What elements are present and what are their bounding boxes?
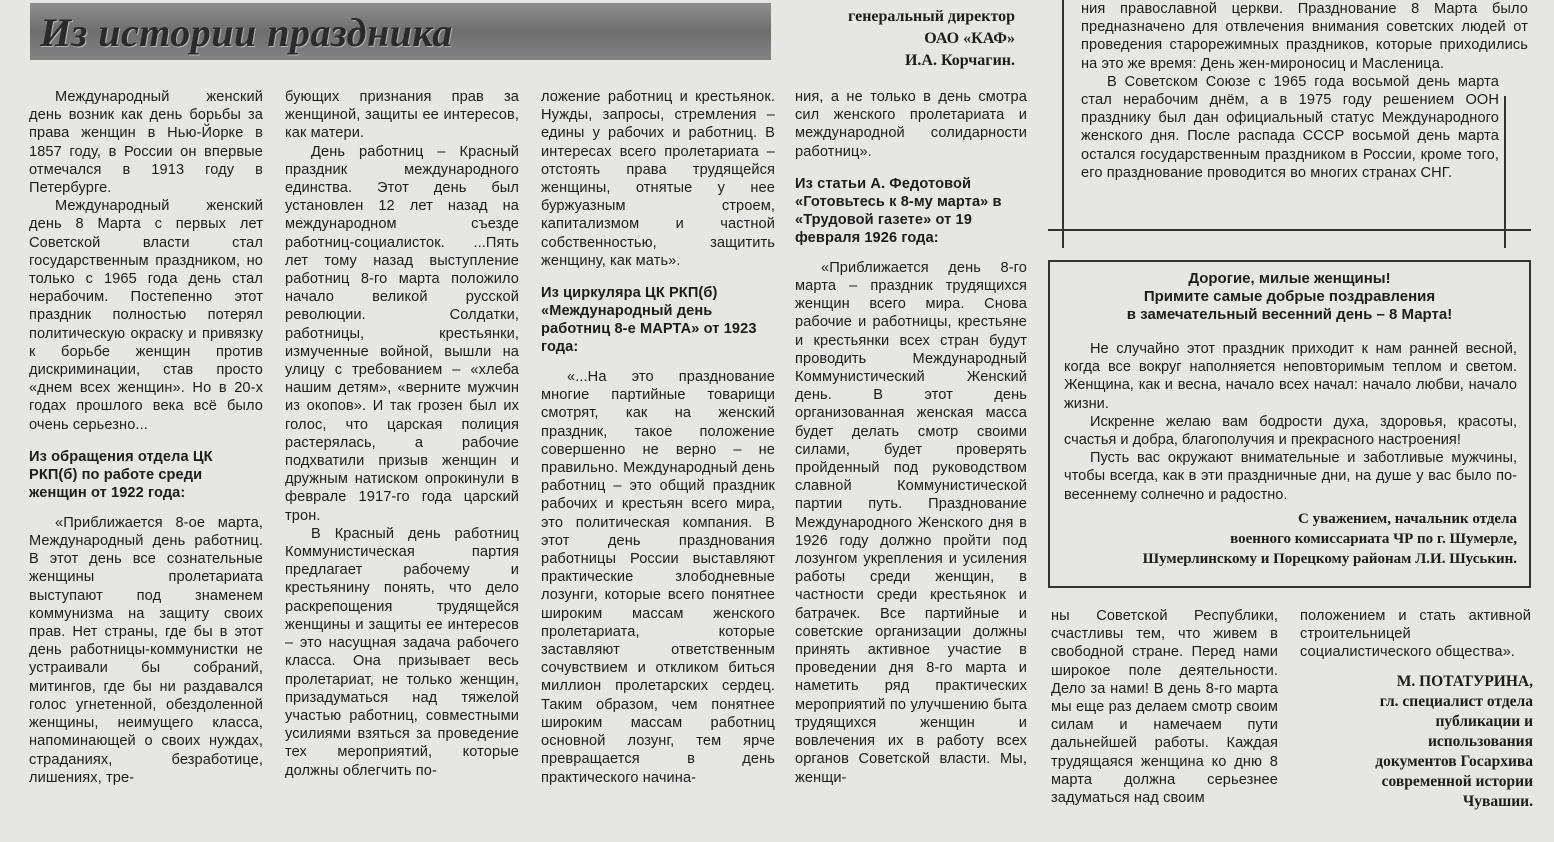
quote-paragraph: «Приближается 8-ое марта, Международный день работниц. В этот день все сознательные женщины пролетариата выступают под знаменем коммунизма на защиту своих прав. Нет страны, где бы в этот день работницы-коммунистки не устраивали бы собраний, митингов, где бы ни раздавался голос угнетенной, обездоленной женщины, неимущего класса, напоминающей о своих нуждах, страданиях, безработице, лишениях, тре- — [29, 514, 263, 786]
article-column-2 — [285, 88, 519, 780]
author-title-line: публикации и — [1435, 713, 1533, 730]
greeting-line: Дорогие, милые женщины! — [1188, 270, 1391, 287]
paragraph: ложение работниц и крестьянок. Нужды, запросы, стремления – едины у рабочих и работниц. В интересах всего пролетариата – отстоять права трудящейся женщины, отнятые у нее буржуазным строем, капитализмом и частной собственностью, защитить женщину, как мать». — [541, 89, 775, 269]
author-credit — [1300, 672, 1533, 812]
paragraph: Международный женский день 8 Марта с первых лет Советской власти стал государственным праздником, но только с 1965 года день стал нерабочим. Постепенно этот праздник полностью потерял политическую окраску и привязку к борьбе женщин против дискриминации, став просто «днем всех женщин». Но в 20-х годах прошлого века всё было очень серьезно... — [29, 198, 263, 433]
quote-paragraph: «...На это празднование многие партийные товарищи смотрят, как на женский праздник, такое положение совершенно не верно – не правильно. Международный день работниц – это общий праздник рабочих и крестьян всего мира, это политическая компания. В этот день празднования работницы России выставляют практические злободневные лозунги, которые всего понятнее широким массам женского пролетариата, которые заставляют ответственным сочувствием и откликом биться миллион пролетарских сердец. Таким образом, чем понятнее широким массам работниц основной лозунг, тем ярче превращается в день практического начина- — [541, 369, 775, 786]
paragraph: Пусть вас окружают внимательные и заботливые мужчины, чтобы всегда, как в эти праздничные дни, на душе у вас было по-весеннему солнечно и радостно. — [1064, 450, 1517, 503]
author-title-line: Чувашии. — [1462, 793, 1533, 810]
signature-line: Шумерлинскому и Порецкому районам Л.И. Шуськин. — [1142, 550, 1517, 567]
paragraph: положением и стать активной строительницей социалистического общества». — [1300, 608, 1531, 661]
signature-line: И.А. Корчагин. — [904, 52, 1015, 69]
author-name: М. ПОТАТУРИНА, — [1396, 673, 1533, 690]
frame-line-left — [1062, 0, 1064, 248]
section-header-band — [30, 3, 771, 60]
article-column-5 — [1051, 607, 1278, 807]
article-column-3 — [541, 88, 775, 787]
quote-paragraph: «Приближается день 8-го марта – праздник трудящихся женщин всего мира. Снова рабочие и работницы, крестьяне и крестьянки всех стран будут проводить Международный Коммунистический Женский день. В этот день организованная женская масса будет делать смотр своими силами, будет проверять пройденный под руководством славной Коммунистической партии путь. Празднование Международного Женского дня в 1926 году должно пройти под лозунгом укрепления и усиления работы среди женщин, в частности среди крестьянок и батрачек. Все партийные и советские организации должны принять активное участие в проведении дня 8-го марта и наметить ряд практических мероприятий по улучшению быта трудящихся женщин и вовлечения их в работу всех органов Советской власти. Мы, женщи- — [795, 259, 1027, 786]
signature-line: военного комиссариата ЧР по г. Шумерле, — [1230, 530, 1517, 547]
article-column-6 — [1300, 607, 1531, 662]
paragraph: В Красный день работниц Коммунистическая партия предлагает рабочему и крестьянину понять, что дело раскрепощения трудящейся женщины и защиты ее интересов – это насущная задача рабочего класса. Она призывает весь пролетариат, не только женщин, призадуматься над тяжелой участью работниц, совместными усилиями взяться за проведение тех мероприятий, которые должны облегчить по- — [285, 525, 519, 779]
greeting-signature — [1050, 509, 1529, 569]
signature-line: ОАО «КАФ» — [924, 30, 1015, 47]
signature-line: С уважением, начальник отдела — [1298, 510, 1517, 527]
signature-line: генеральный директор — [848, 8, 1015, 25]
paragraph: Не случайно этот праздник приходит к нам ранней весной, когда все вокруг наполняется неповторимым теплом и светом. Женщина, как и весна, начало всех начал: начало любви, начало жизни. — [1064, 341, 1517, 412]
section-title: Из истории праздника — [40, 10, 453, 55]
author-title-line: современной истории — [1381, 773, 1533, 790]
paragraph: Международный женский день возник как день борьбы за права женщин в Нью-Йорке в 1857 году, в России он впервые отмечался в 1913 году в Петербурге. — [29, 89, 263, 197]
greeting-heading — [1050, 270, 1529, 324]
greeting-body — [1050, 340, 1529, 504]
paragraph: В Советском Союзе с 1965 года восьмой день марта стал нерабочим днём, а в 1975 году решением ООН празднику был дан официальный статус Международного женского дня. После распада СССР восьмой день марта остался государственным праздником в России, кроме того, его празднование проводится во многих странах СНГ. — [1081, 73, 1499, 181]
top-signature — [800, 6, 1015, 72]
paragraph: День работниц – Красный праздник международного единства. Этот день был установлен 12 лет назад на международном съезде работниц-социалисток. ...Пять лет тому назад выступление работниц 8-го марта положило начало великой русской революции. Солдатки, работницы, крестьянки, измученные войной, вышли на улицу с требованием – «хлеба нашим детям», «верните мужчин из окопов». И так грозен был их голос, что царская полиция растерялась, а рабочие подхватили призыв женщин и дружным натиском опрокинули в феврале 1917-го года царский трон. — [285, 143, 519, 524]
author-title-line: документов Госархива — [1375, 753, 1533, 770]
paragraph: Искренне желаю вам бодрости духа, здоровья, красоты, счастья и добра, благополучия и прекрасного настроения! — [1064, 413, 1517, 449]
author-title-line: гл. специалист отдела — [1379, 693, 1533, 710]
paragraph: ны Советской Республики, счастливы тем, что живем в свободной стране. Перед нами широкое поле деятельности. Дело за нами! В день 8-го марта мы еще раз делаем смотр своим силам и намечаем пути дальнейшей работы. Каждая трудящаяся женщина ко дню 8 марта должна серьезнее задуматься над своим — [1051, 608, 1278, 807]
subheading: Из обращения отдела ЦК РКП(б) по работе среди женщин от 1922 года: — [29, 448, 213, 501]
topright-article — [1081, 0, 1528, 182]
article-column-1 — [29, 88, 263, 787]
paragraph: ния, а не только в день смотра сил женского пролетариата и международной солидарности работниц». — [795, 89, 1027, 160]
greeting-line: Примите самые добрые поздравления — [1143, 288, 1436, 305]
greeting-box — [1048, 260, 1531, 588]
greeting-line: в замечательный весенний день – 8 Марта! — [1126, 306, 1453, 323]
paragraph: бующих признания прав за женщиной, защиты ее интересов, как матери. — [285, 89, 519, 142]
author-title-line: использования — [1427, 733, 1533, 750]
frame-line-bottom — [1048, 229, 1531, 231]
subheading: Из статьи А. Федотовой «Готовьтесь к 8-му марта» в «Трудовой газете» от 19 февраля 1926 года: — [795, 175, 1002, 246]
paragraph: ния православной церкви. Празднование 8 Марта было предназначено для отвлечения внимания советских людей от проведения старорежимных праздников, которые приходились на это же время: День жен-мироносиц и Масленица. — [1081, 1, 1528, 72]
subheading: Из циркуляра ЦК РКП(б) «Международный день работниц 8-е МАРТА» от 1923 года: — [541, 285, 757, 356]
article-column-4 — [795, 88, 1027, 787]
